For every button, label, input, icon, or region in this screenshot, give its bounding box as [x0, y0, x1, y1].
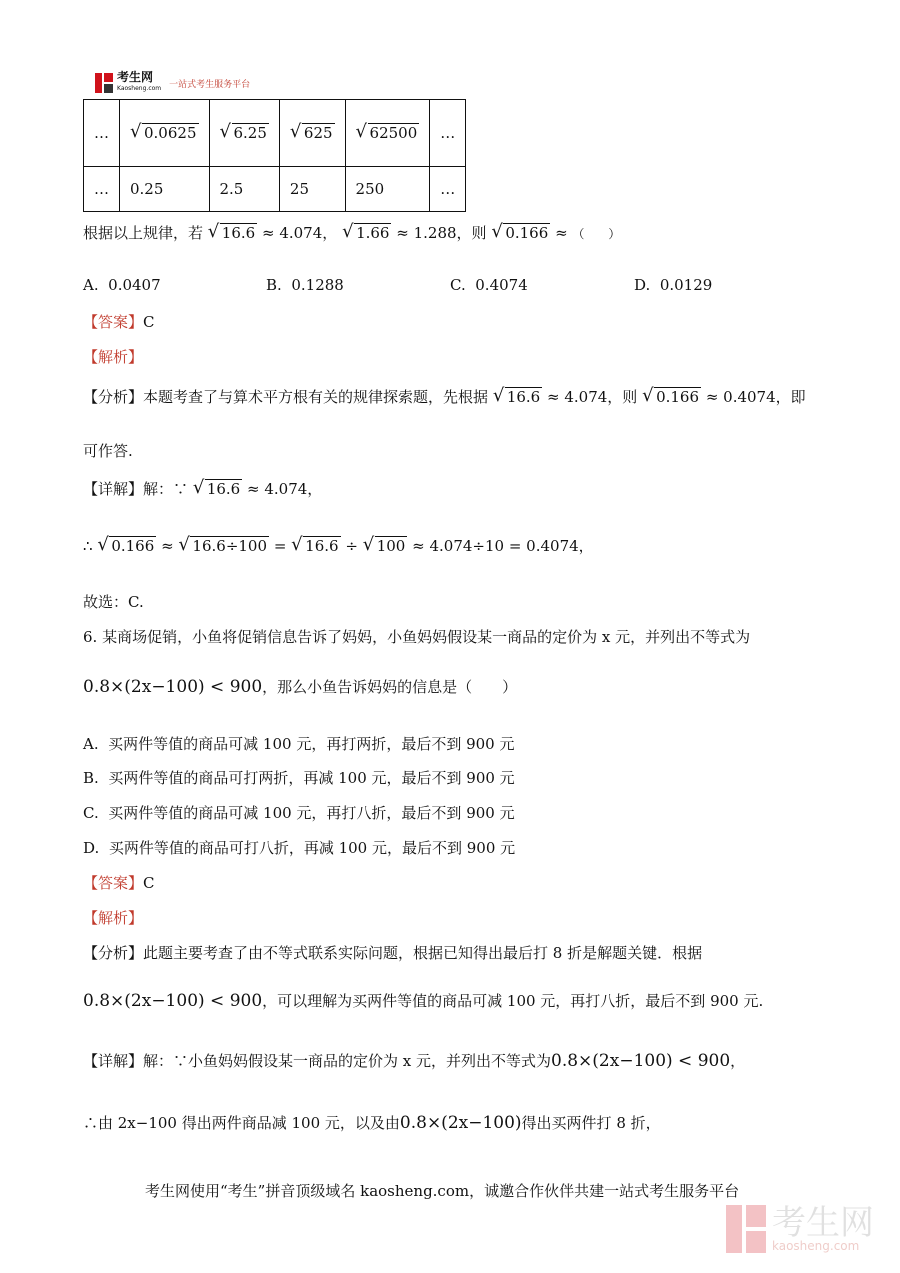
q6-fenxi: 【分析】此题主要考查了由不等式联系实际问题，根据已知得出最后打 8 折是解题关键．根据 — [83, 944, 703, 962]
q5-analysis-tag: 【解析】 — [83, 348, 144, 366]
table-cell: 25 — [279, 167, 345, 212]
table-cell: √ 0.0625 — [120, 100, 210, 167]
q5-choose: 故选：C. — [83, 593, 144, 611]
q6-answer: 【答案】C — [83, 874, 155, 892]
q6-analysis-tag: 【解析】 — [83, 909, 144, 927]
q6-conclusion: ∴由 2x−100 得出两件商品减 100 元，以及由0.8×(2x−100)得出买两件打 8 折， — [83, 1113, 661, 1133]
kaosheng-logo-icon — [95, 73, 113, 93]
header-logo — [95, 72, 250, 94]
q5-option-d: D. 0.0129 — [634, 276, 713, 294]
table-cell: … — [430, 100, 466, 167]
table-cell: … — [430, 167, 466, 212]
q5-calculation: ∴ √ 0.166 ≈ √ 16.6÷100 = √ 16.6 ÷ √ 100 ≈ 4.074÷10 = 0.4074， — [83, 535, 594, 556]
q5-answer: 【答案】C — [83, 313, 155, 331]
page-footer: 考生网使用“考生”拼音顶级域名 kaosheng.com，诚邀合作伙伴共建一站式考生服务平台 — [145, 1182, 740, 1200]
q6-option-d: D. 买两件等值的商品可打八折，再减 100 元，最后不到 900 元 — [83, 839, 516, 857]
table-row — [84, 167, 466, 212]
q5-option-b: B. 0.1288 — [266, 276, 344, 294]
watermark-text: 考生网 kaosheng.com — [772, 1203, 874, 1253]
table-cell: 2.5 — [209, 167, 279, 212]
q5-stem: 根据以上规律，若 √ 16.6 ≈ 4.074， √ 1.66 ≈ 1.288，则 √ 0.166 ≈ （ ） — [83, 222, 620, 243]
table-cell: 0.25 — [120, 167, 210, 212]
table-cell: √ 625 — [279, 100, 345, 167]
q5-detail: 【详解】解：∵ √ 16.6 ≈ 4.074， — [83, 478, 322, 499]
table-cell: … — [84, 167, 120, 212]
q6-option-b: B. 买两件等值的商品可打两折，再减 100 元，最后不到 900 元 — [83, 769, 515, 787]
q5-option-a: A. 0.0407 — [83, 276, 161, 294]
logo-text: 考生网 Kaosheng.com — [117, 70, 162, 92]
q6-stem-line2: 0.8×(2x−100) < 900，那么小鱼告诉妈妈的信息是（ ） — [83, 677, 518, 697]
q6-option-a: A. 买两件等值的商品可减 100 元，再打两折，最后不到 900 元 — [83, 735, 515, 753]
q5-fenxi: 【分析】本题考查了与算术平方根有关的规律探索题，先根据 √ 16.6 ≈ 4.074，则 √ 0.166 ≈ 0.4074，即 — [83, 386, 806, 407]
q6-detail: 【详解】解：∵小鱼妈妈假设某一商品的定价为 x 元，并列出不等式为0.8×(2x−100) < 900， — [83, 1051, 746, 1071]
sqrt-pattern-table — [83, 99, 466, 212]
q6-fenxi-line2: 0.8×(2x−100) < 900，可以理解为买两件等值的商品可减 100 元，再打八折，最后不到 900 元. — [83, 991, 764, 1011]
table-cell: … — [84, 100, 120, 167]
watermark — [726, 1205, 874, 1253]
q6-stem-line1: 6. 某商场促销，小鱼将促销信息告诉了妈妈，小鱼妈妈假设某一商品的定价为 x 元，并列出不等式为 — [83, 628, 751, 646]
table-cell: √ 6.25 — [209, 100, 279, 167]
table-cell: √ 62500 — [345, 100, 430, 167]
logo-tagline: 一站式考生服务平台 — [169, 79, 251, 90]
q5-fenxi-line2: 可作答. — [83, 442, 133, 460]
table-cell: 250 — [345, 167, 430, 212]
q5-option-c: C. 0.4074 — [450, 276, 528, 294]
watermark-logo-icon — [726, 1205, 766, 1253]
table-row — [84, 100, 466, 167]
q6-option-c: C. 买两件等值的商品可减 100 元，再打八折，最后不到 900 元 — [83, 804, 515, 822]
